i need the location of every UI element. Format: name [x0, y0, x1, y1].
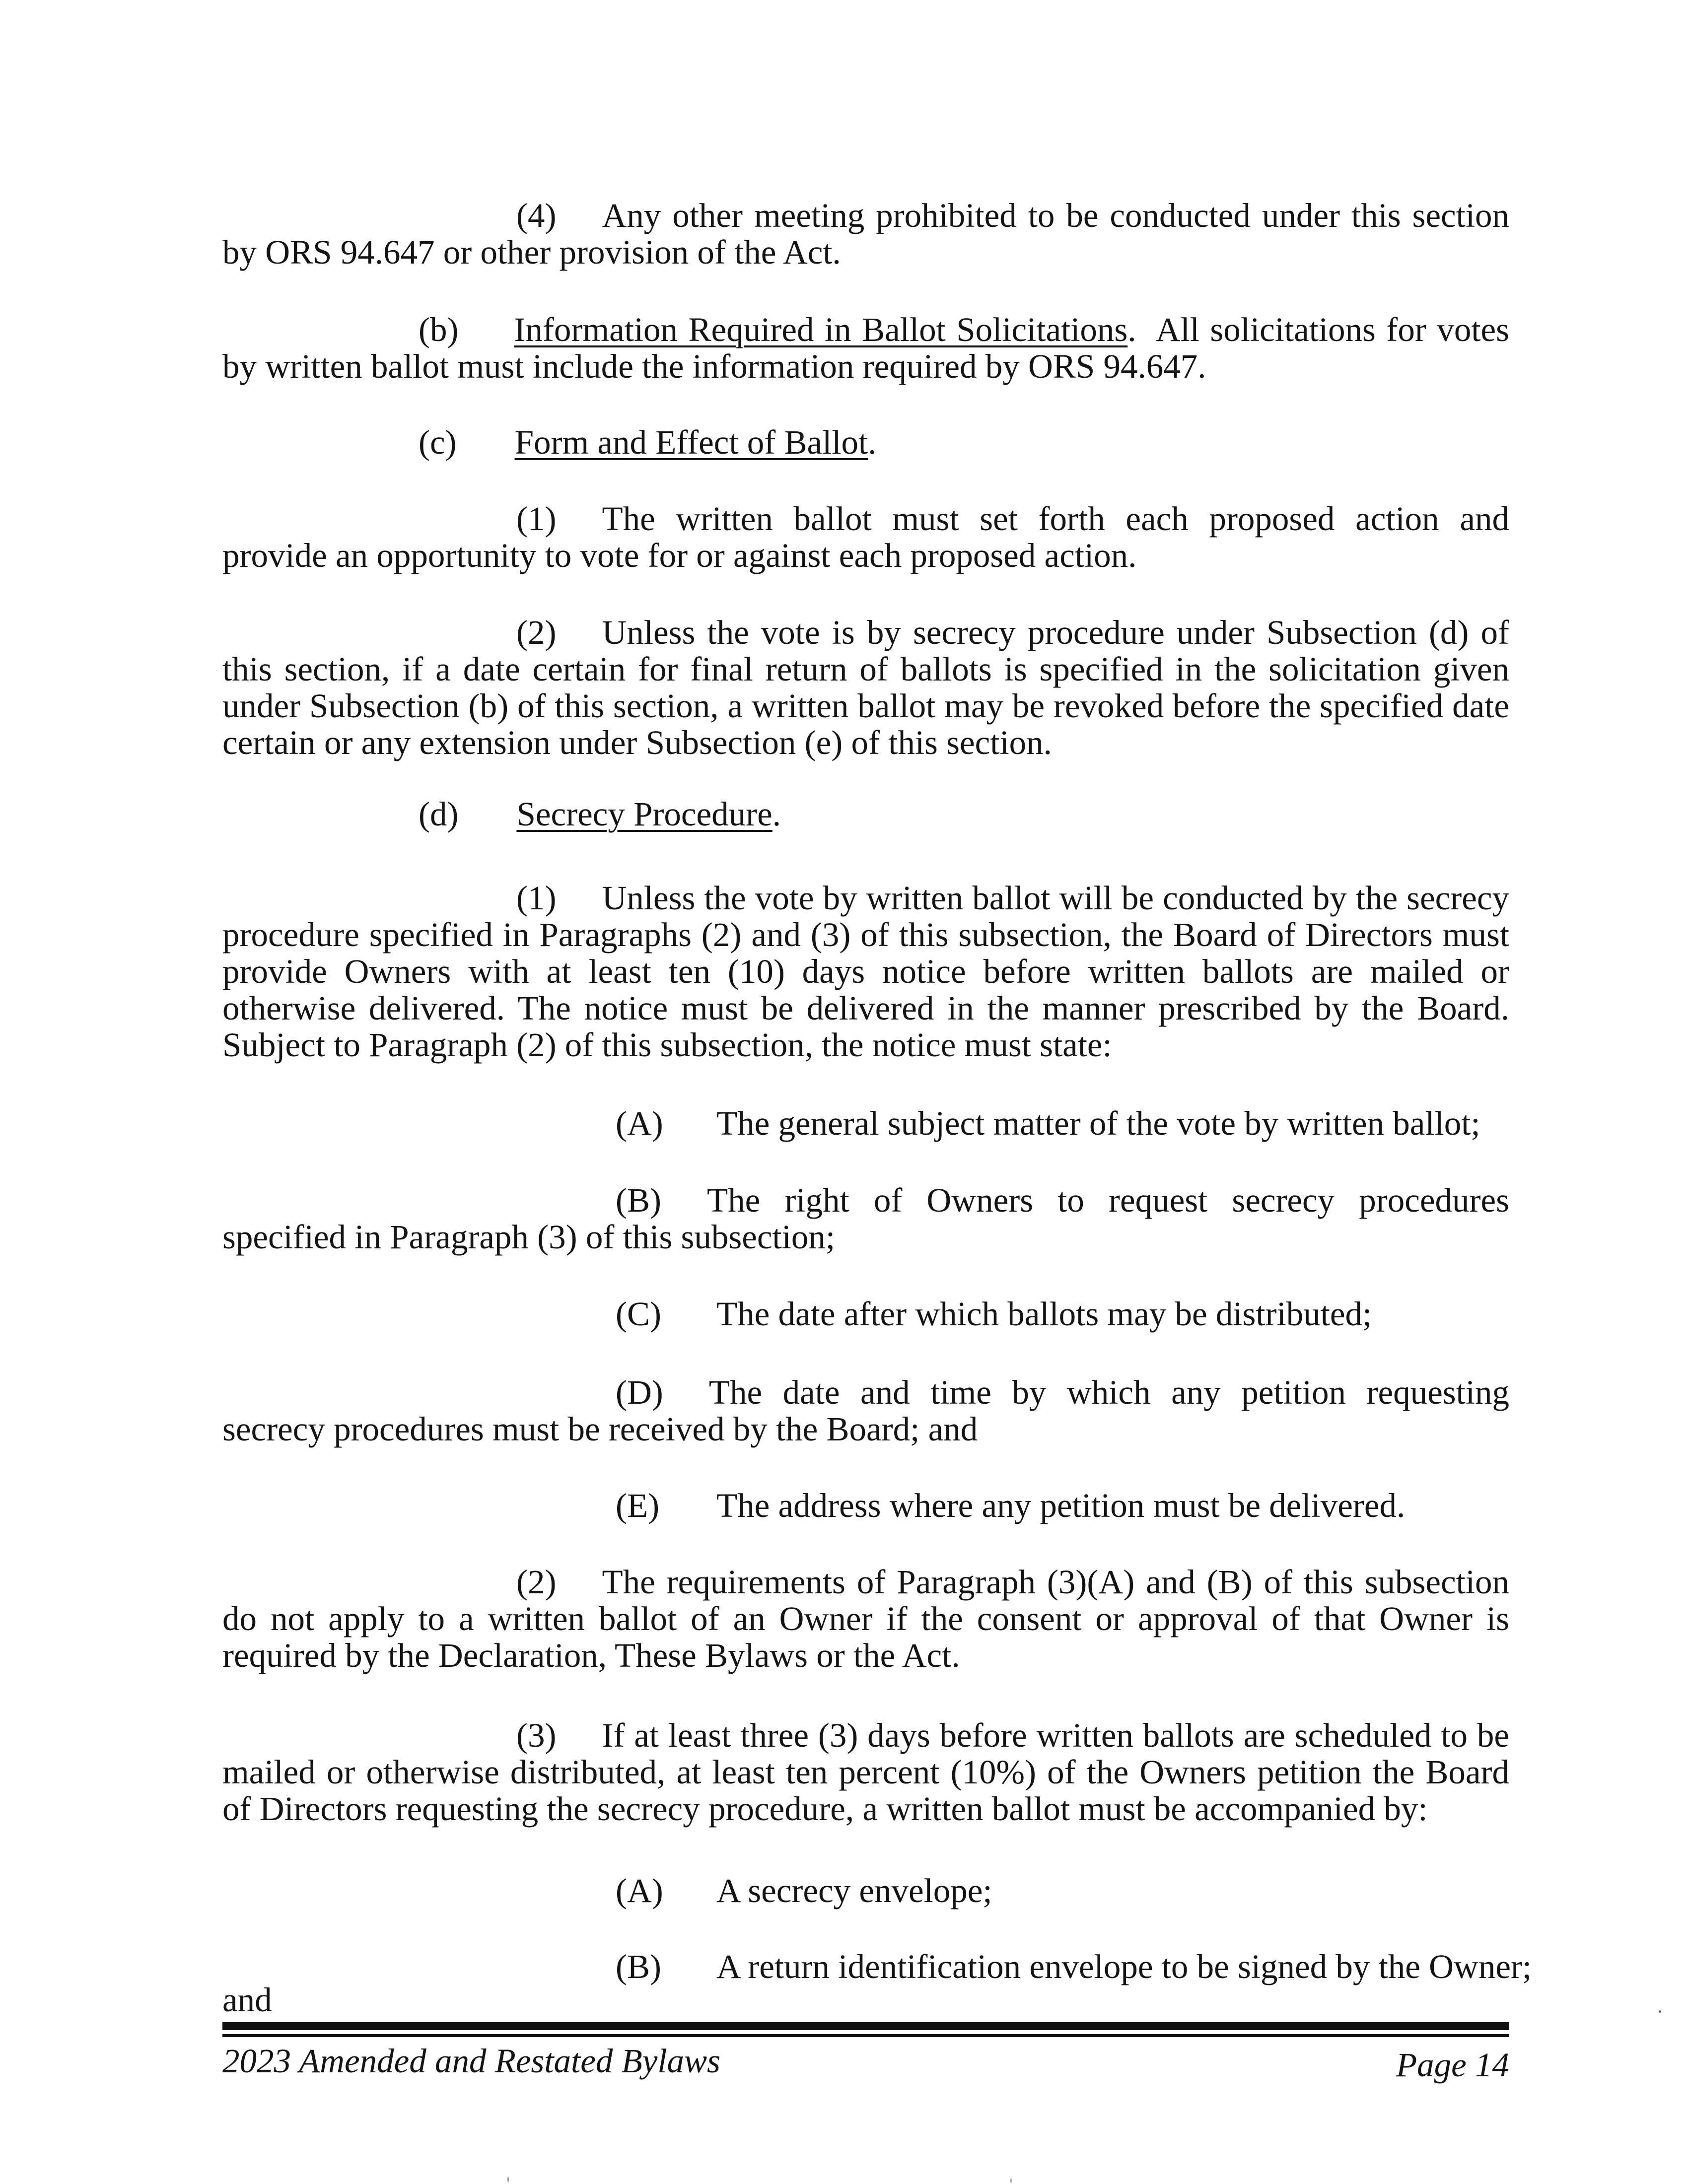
- subsection-d: (d) Secrecy Procedure.: [419, 795, 781, 833]
- subsection-heading: Information Required in Ballot Solicitations: [514, 311, 1128, 348]
- paragraph-d3: [222, 1717, 1509, 1827]
- subsection-label: (c): [419, 423, 457, 461]
- paragraph-label: (2): [516, 614, 557, 651]
- paragraph-label: (1): [516, 879, 557, 917]
- paragraph-text: The requirements of Paragraph (3)(A) and (B) of this subsection do not apply to a written ballot of an Owner if the consent or approval of that Owner is required by the Declaration, These Bylaws or the Act.: [222, 1563, 1509, 1674]
- list-item-d1-c: [222, 1296, 1509, 1332]
- paragraph-text: The written ballot must set forth each proposed action and provide an opportunity to vote for or against each proposed action.: [222, 500, 1509, 574]
- subsection-label: (b): [419, 311, 459, 348]
- subsection-b: (b) Information Required in Ballot Solicitations. All solicitations for votes by written ballot must include the information required by ORS 94.647.: [222, 311, 1509, 385]
- list-item-d3-b: [222, 1948, 1532, 1985]
- paragraph-d2: [222, 1564, 1509, 1674]
- item-text: The date after which ballots may be distributed;: [716, 1295, 1372, 1333]
- subsection-text: All solicitations for votes by written ballot must include the information required by ORS 94.647.: [222, 311, 1509, 385]
- paragraph-c1: [222, 500, 1509, 574]
- paragraph-4: [222, 197, 1509, 271]
- subsection-c: (c) Form and Effect of Ballot.: [419, 423, 877, 461]
- paragraph-text: Any other meeting prohibited to be conducted under this section by ORS 94.647 or other provision of the Act.: [222, 197, 1509, 271]
- continuation-word: and: [222, 1981, 272, 2019]
- paragraph-d1: [222, 880, 1509, 1063]
- item-label: (B): [616, 1948, 661, 1985]
- item-label: (D): [616, 1373, 663, 1411]
- item-label: (B): [616, 1181, 661, 1219]
- subsection-heading: Form and Effect of Ballot: [514, 423, 868, 461]
- item-label: (A): [616, 1104, 663, 1142]
- footer-page-number: Page 14: [1396, 2046, 1509, 2084]
- paragraph-text: If at least three (3) days before written ballots are scheduled to be mailed or otherwise distributed, at least ten percent (10%) of the Owners petition the Board of Directors requesting the secrecy procedure, a written ballot must be accompanied by:: [222, 1716, 1509, 1828]
- paragraph-text: Unless the vote is by secrecy procedure under Subsection (d) of this section, if a date certain for final return of ballots is specified in the solicitation given under Subsection (b) of this section, a written ballot may be revoked before the specified date certain or any extension under Subsection (e) of this section.: [222, 614, 1509, 761]
- scan-speck: [507, 2177, 509, 2183]
- footer-rule-thin: [222, 2034, 1509, 2037]
- item-label: (E): [616, 1487, 660, 1524]
- paragraph-label: (4): [516, 197, 557, 234]
- item-label: (C): [616, 1295, 661, 1333]
- item-label: (A): [616, 1872, 663, 1910]
- paragraph-label: (1): [516, 500, 557, 538]
- paragraph-label: (2): [516, 1563, 557, 1601]
- list-item-d1-a: [222, 1105, 1509, 1142]
- subsection-heading: Secrecy Procedure: [516, 795, 773, 833]
- item-text: The date and time by which any petition requesting secrecy procedures must be received by the Board; and: [222, 1373, 1509, 1448]
- list-item-d3-a: [222, 1872, 1509, 1909]
- item-text: The general subject matter of the vote by written ballot;: [716, 1104, 1480, 1142]
- footer-title: 2023 Amended and Restated Bylaws: [222, 2042, 720, 2080]
- continuation-text: [222, 1981, 1509, 2018]
- scan-speck: [1659, 2010, 1661, 2013]
- item-text: The right of Owners to request secrecy procedures specified in Paragraph (3) of this subsection;: [222, 1181, 1509, 1256]
- paragraph-text: Unless the vote by written ballot will be conducted by the secrecy procedure specified in Paragraphs (2) and (3) of this subsection, the Board of Directors must provide Owners with at least ten (10) days notice before written ballots are mailed or otherwise delivered. The notice must be delivered in the manner prescribed by the Board. Subject to Paragraph (2) of this subsection, the notice must state:: [222, 879, 1509, 1064]
- item-text: The address where any petition must be delivered.: [716, 1487, 1406, 1524]
- subsection-label: (d): [419, 795, 459, 833]
- footer-rule-thick: [222, 2022, 1509, 2030]
- paragraph-label: (3): [516, 1716, 557, 1754]
- list-item-d1-b: [222, 1182, 1509, 1255]
- item-text: A secrecy envelope;: [716, 1872, 992, 1910]
- scan-speck: [1010, 2178, 1012, 2183]
- list-item-d1-d: [222, 1374, 1509, 1447]
- paragraph-c2: [222, 614, 1509, 761]
- list-item-d1-e: [222, 1487, 1509, 1524]
- item-text: A return identification envelope to be signed by the Owner;: [716, 1948, 1532, 1985]
